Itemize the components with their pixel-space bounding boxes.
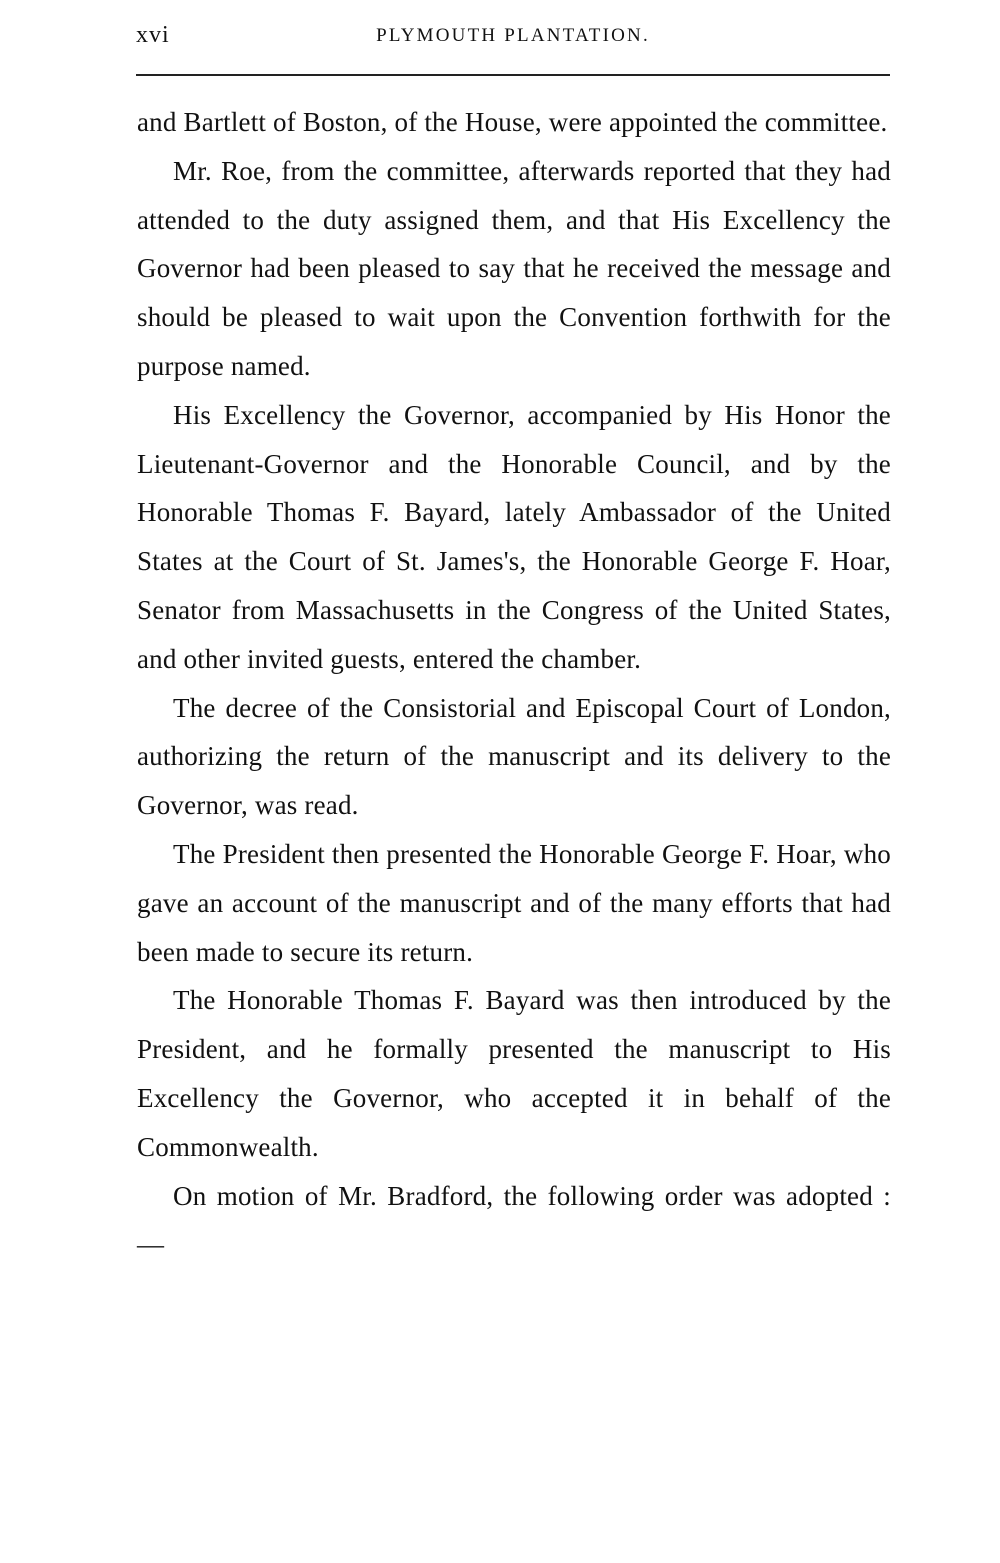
paragraph-continuation: and Bartlett of Boston, of the House, were appointed the committee. xyxy=(137,107,888,137)
paragraph: On motion of Mr. Bradford, the following order was adopted : — xyxy=(137,1180,891,1260)
running-title: PLYMOUTH PLANTATION. xyxy=(376,25,650,46)
paragraph: The decree of the Consistorial and Episcopal Court of London, authorizing the return of the manuscript and its delivery to the Governor, was read. xyxy=(137,692,891,821)
paragraph: The President then presented the Honorable George F. Hoar, who gave an account of the manuscript and of the many efforts that had been made to secure its return. xyxy=(137,838,891,967)
paragraph: The Honorable Thomas F. Bayard was then introduced by the President, and he formally presented the manuscript to His Excellency the Governor, who accepted it in behalf of the Commonwealth. xyxy=(137,985,891,1162)
paragraph: His Excellency the Governor, accompanied by His Honor the Lieutenant-Governor and the Honorable Council, and by the Honorable Thomas F. Bayard, lately Ambassador of the United States at the Court of St. James's, the Honorable George F. Hoar, Senator from Massachusetts in the Congress of the United States, and other invited guests, entered the chamber. xyxy=(137,399,891,674)
body-text xyxy=(137,98,891,1269)
running-head xyxy=(136,22,890,56)
page-number: xvi xyxy=(136,22,170,48)
paragraph: Mr. Roe, from the committee, afterwards reported that they had attended to the duty assigned them, and that His Excellency the Governor had been pleased to say that he received the message and should be pleased to wait upon the Convention forthwith for the purpose named. xyxy=(137,155,891,381)
header-rule xyxy=(136,74,890,76)
